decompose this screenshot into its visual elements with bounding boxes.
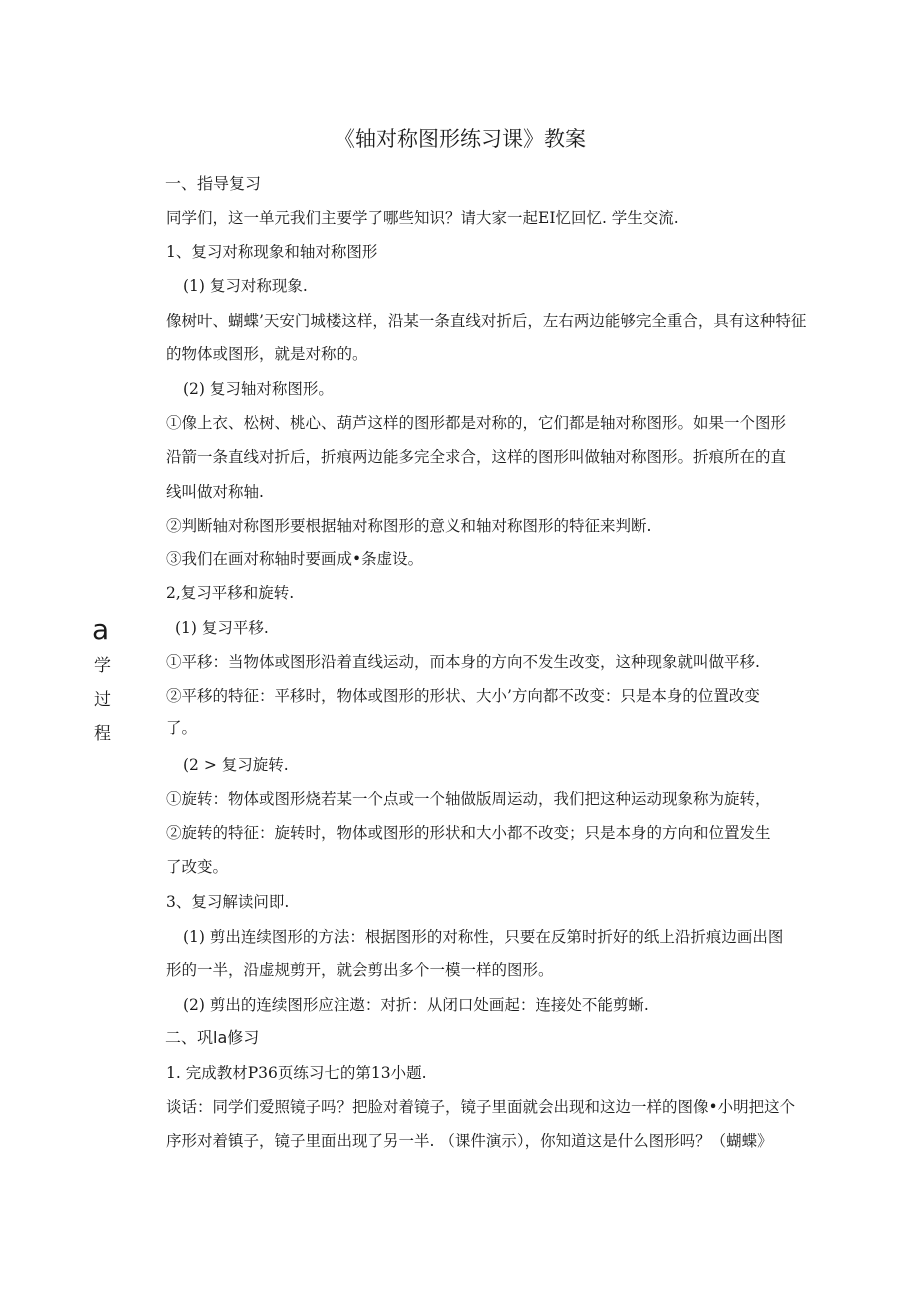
paragraph-line: 线叫做对称轴. xyxy=(166,483,264,501)
paragraph-line: ②旋转的特征：旋转时，物体或图形的形状和大小都不改变；只是本身的方向和位置发生 xyxy=(166,824,771,842)
side-label-cheng: 程 xyxy=(94,724,111,744)
side-label-xue: 学 xyxy=(94,656,111,676)
paragraph-line: 的物体或图形，就是对称的。 xyxy=(166,345,368,363)
item-line: (1) 复习平移. xyxy=(175,619,269,637)
paragraph-line: ①像上衣、松树、桃心、葫芦这样的图形都是对称的，它们都是轴对称图形。如果一个图形 xyxy=(166,414,787,432)
subheading-line: 1. 完成教材P36页练习七的第13小题. xyxy=(166,1064,427,1082)
paragraph-line: 序形对着镇子，镜子里面出现了另一半. （课件演示），你知道这是什么图形吗？（蝴蝶》 xyxy=(166,1132,773,1150)
section-heading-review: 一、指导复习 xyxy=(165,174,262,193)
item-line: (1) 剪出连续图形的方法：根据图形的对称性，只要在反第时折好的纸上沿折痕边画出图 xyxy=(183,928,784,946)
paragraph-line: 沿箭一条直线对折后，折痕两边能多完全求合，这样的图形叫做轴对称图形。折痕所在的直 xyxy=(166,448,787,466)
document-title: 《轴对称图形练习课》教案 xyxy=(334,127,586,151)
subheading-line: 1、复习对称现象和轴对称图形 xyxy=(166,243,378,261)
paragraph-line: ②平移的特征：平移时，物体或图形的形状、大小’方向都不改变：只是本身的位置改变 xyxy=(166,687,760,705)
section-heading-consolidate: 二、巩la修习 xyxy=(165,1028,260,1047)
item-line: (1) 复习对称现象. xyxy=(183,277,308,295)
item-line: (2) 剪出的连续图形应注遨：对折：从闭口处画起：连接处不能剪蜥. xyxy=(183,996,649,1014)
paragraph-line: ①旋转：物体或图形烧若某一个点或一个轴做版周运动，我们把这种运动现象称为旋转， xyxy=(166,790,771,808)
paragraph-line: ③我们在画对称轴时要画成•条虚设。 xyxy=(166,550,424,568)
paragraph-line: 谈话：同学们爱照镜子吗？把脸对着镜子，镜子里面就会出现和这边一样的图像•小明把这个 xyxy=(166,1098,796,1116)
paragraph-line: 了改变。 xyxy=(166,858,229,876)
paragraph-line: ①平移：当物体或图形沿着直线运动，而本身的方向不发生改变，这种现象就叫做平移. xyxy=(166,653,760,671)
subheading-line: 2,复习平移和旋转. xyxy=(166,584,295,602)
paragraph-line: ②判断轴对称图形要根据轴对称图形的意义和轴对称图形的特征来判断. xyxy=(166,517,652,535)
side-label-a: a xyxy=(92,613,110,646)
paragraph-line: 了。 xyxy=(166,719,198,737)
subheading-line: 3、复习解读问即. xyxy=(166,893,290,911)
paragraph-line: 像树叶、蝴蝶’天安门城楼这样，沿某一条直线对折后，左右两边能够完全重合，具有这种特征 xyxy=(166,312,807,330)
item-line: (2) 复习轴对称图形。 xyxy=(183,380,334,398)
paragraph-line: 形的一半，沿虚规剪开，就会剪出多个一模一样的图形。 xyxy=(166,961,554,979)
side-label-guo: 过 xyxy=(94,690,111,710)
item-line: (2 > 复习旋转. xyxy=(183,756,289,774)
paragraph-line: 同学们，这一单元我们主要学了哪些知识？请大家一起EI忆回忆. 学生交流. xyxy=(166,209,679,227)
